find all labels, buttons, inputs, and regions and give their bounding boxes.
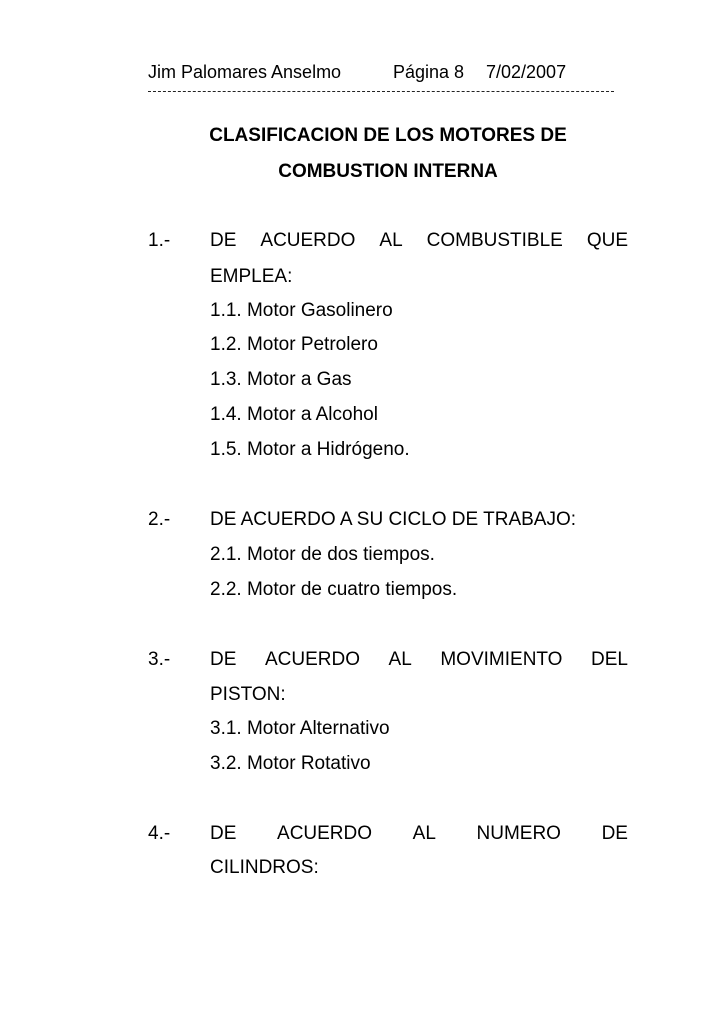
section-1-heading <box>210 229 628 253</box>
section-1-item: 1.5. Motor a Hidrógeno. <box>210 439 410 460</box>
section-3-item: 3.1. Motor Alternativo <box>210 718 390 739</box>
header-date: 7/02/2007 <box>486 62 567 82</box>
section-3-number: 3.- <box>148 649 171 670</box>
section-1-number: 1.- <box>148 230 171 251</box>
section-1-item: 1.1. Motor Gasolinero <box>210 300 393 321</box>
section-2-number: 2.- <box>148 509 171 530</box>
section-1-item: 1.4. Motor a Alcohol <box>210 404 378 425</box>
section-2-item: 2.2. Motor de cuatro tiempos. <box>210 579 458 600</box>
section-4-number: 4.- <box>148 823 171 844</box>
section-1-heading-continued: EMPLEA: <box>210 266 293 287</box>
header-page-number: Página 8 <box>393 62 465 82</box>
section-4-heading-word: NUMERO <box>476 823 561 844</box>
section-1-heading-word: QUE <box>586 230 628 251</box>
section-1-heading-word: DE <box>210 230 237 251</box>
section-3-heading-word: DE <box>210 649 237 670</box>
section-3-heading <box>210 648 628 672</box>
document-title-line-1: CLASIFICACION DE LOS MOTORES DE <box>209 125 567 146</box>
section-3-heading-continued: PISTON: <box>210 684 286 705</box>
section-1-heading-word: COMBUSTIBLE <box>426 230 563 251</box>
section-3-heading-word: MOVIMIENTO <box>440 649 563 670</box>
section-3-item: 3.2. Motor Rotativo <box>210 753 371 774</box>
section-2-heading: DE ACUERDO A SU CICLO DE TRABAJO: <box>210 509 577 530</box>
section-4-heading <box>210 822 628 846</box>
section-1-heading-word: AL <box>379 230 403 251</box>
section-4-heading-word: AL <box>412 823 436 844</box>
section-3-heading-word: DEL <box>591 649 628 670</box>
section-2-item: 2.1. Motor de dos tiempos. <box>210 544 435 565</box>
section-4-heading-word: ACUERDO <box>277 823 373 844</box>
section-3-heading-word: AL <box>388 649 412 670</box>
header-divider <box>148 91 614 92</box>
section-4-heading-word: DE <box>601 823 628 844</box>
section-1-item: 1.2. Motor Petrolero <box>210 334 378 355</box>
header-author: Jim Palomares Anselmo <box>148 62 342 82</box>
document-title-line-2: COMBUSTION INTERNA <box>278 161 498 182</box>
section-4-heading-word: DE <box>210 823 237 844</box>
section-1-item: 1.3. Motor a Gas <box>210 369 352 390</box>
section-3-heading-word: ACUERDO <box>264 649 360 670</box>
section-1-heading-word: ACUERDO <box>260 230 356 251</box>
section-4-heading-continued: CILINDROS: <box>210 857 319 878</box>
